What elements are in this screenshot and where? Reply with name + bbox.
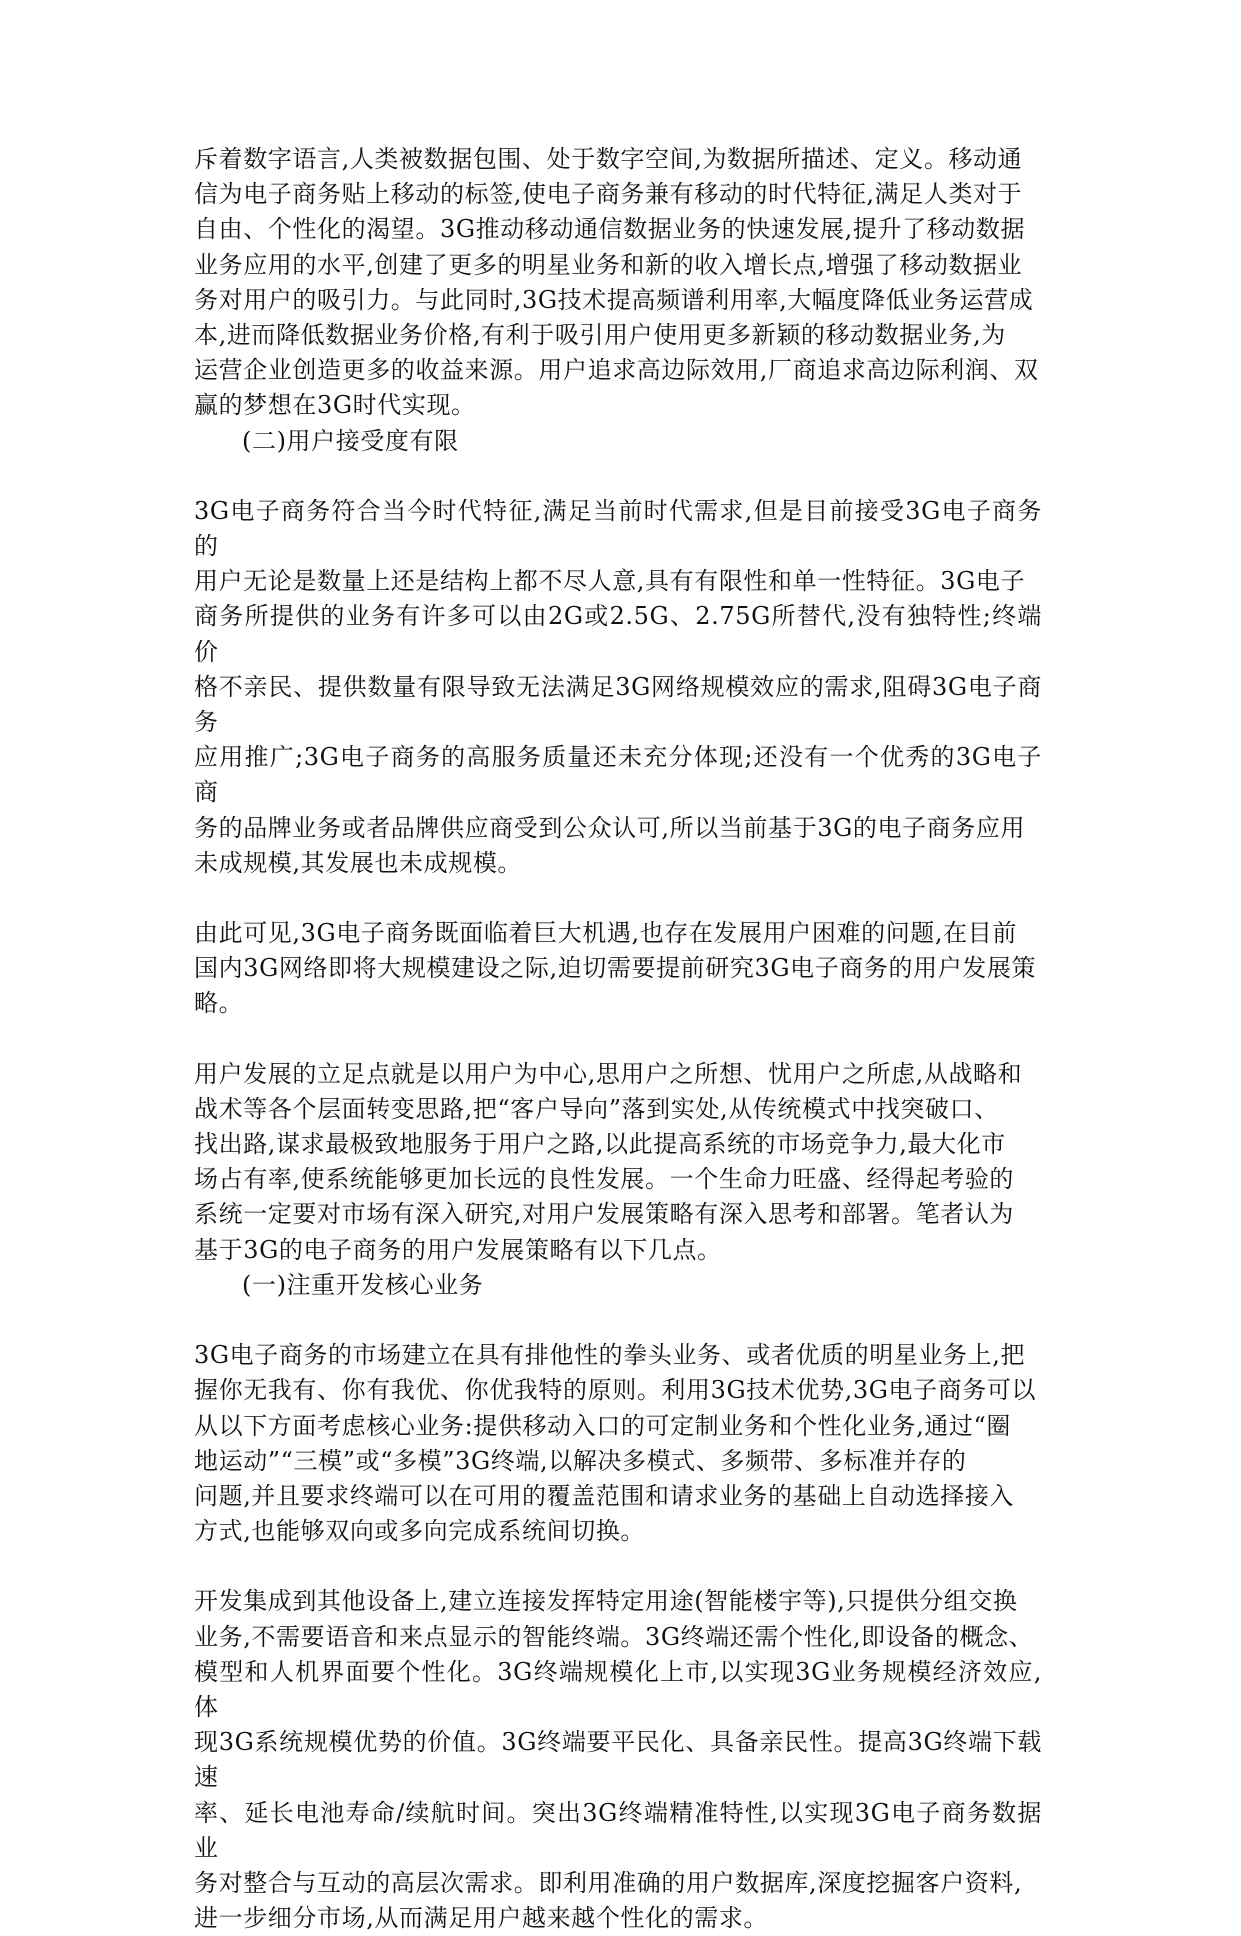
paragraph-3: 由此可见,3G电子商务既面临着巨大机遇,也存在发展用户困难的问题,在目前 国内3G网络即将大规模建设之际,迫切需要提前研究3G电子商务的用户发展策 略。 — [194, 919, 1037, 1018]
section-heading-1: (一)注重开发核心业务 — [242, 1270, 484, 1299]
paragraph-6: 开发集成到其他设备上,建立连接发挥特定用途(智能楼宇等),只提供分组交换 业务,不需要语音和来点显示的智能终端。3G终端还需个性化,即设备的概念、 模型和人机界面要个性化。3G终端规模化上市,以实现3G业务规模经济效应,体 现3G系统规模优势的价值。3G终端要平民化、具备亲民性。提高3G终端下载速 率、延长电池寿命/续航时间。突出3G终端精准特性,以实现3G电子商务数据业 务对整合与互动的高层次需求。即利用准确的用户数据库,深度挖掘客户资料, 进一步细分市场,从而满足用户越来越个性化的需求。 — [194, 1587, 1042, 1933]
document-page — [194, 142, 1042, 1936]
paragraph-1: 斥着数字语言,人类被数据包围、处于数字空间,为数据所描述、定义。移动通 信为电子商务贴上移动的标签,使电子商务兼有移动的时代特征,满足人类对于 自由、个性化的渴望。3G推动移动通信数据业务的快速发展,提升了移动数据 业务应用的水平,创建了更多的明星业务和新的收入增长点,增强了移动数据业 务对用户的吸引力。与此同时,3G技术提高频谱利用率,大幅度降低业务运营成 本,进而降低数据业务价格,有利于吸引用户使用更多新颖的移动数据业务,为 运营企业创造更多的收益来源。用户追求高边际效用,厂商追求高边际利润、双 赢的梦想在3G时代实现。 — [194, 145, 1039, 420]
paragraph-5: 3G电子商务的市场建立在具有排他性的拳头业务、或者优质的明星业务上,把 握你无我有、你有我优、你优我特的原则。利用3G技术优势,3G电子商务可以 从以下方面考虑核心业务:提供移动入口的可定制业务和个性化业务,通过“圈 地运动”“三模”或“多模”3G终端,以解决多模式、多频带、多标准并存的 问题,并且要求终端可以在可用的覆盖范围和请求业务的基础上自动选择接入 方式,也能够双向或多向完成系统间切换。 — [194, 1341, 1037, 1546]
paragraph-4: 用户发展的立足点就是以用户为中心,思用户之所想、忧用户之所虑,从战略和 战术等各个层面转变思路,把“客户导向”落到实处,从传统模式中找突破口、 找出路,谋求最极致地服务于用户之路,以此提高系统的市场竞争力,最大化市 场占有率,使系统能够更加长远的良性发展。一个生命力旺盛、经得起考验的 系统一定要对市场有深入研究,对用户发展策略有深入思考和部署。笔者认为 基于3G的电子商务的用户发展策略有以下几点。 — [194, 1059, 1023, 1264]
paragraph-2: 3G电子商务符合当今时代特征,满足当前时代需求,但是目前接受3G电子商务的 用户无论是数量上还是结构上都不尽人意,具有有限性和单一性特征。3G电子 商务所提供的业务有许多可以由2G或2.5G、2.75G所替代,没有独特性;终端价 格不亲民、提供数量有限导致无法满足3G网络规模效应的需求,阻碍3G电子商务 应用推广;3G电子商务的高服务质量还未充分体现;还没有一个优秀的3G电子商 务的品牌业务或者品牌供应商受到公众认可,所以当前基于3G的电子商务应用 未成规模,其发展也未成规模。 — [194, 496, 1042, 877]
section-heading-2: (二)用户接受度有限 — [242, 426, 459, 455]
